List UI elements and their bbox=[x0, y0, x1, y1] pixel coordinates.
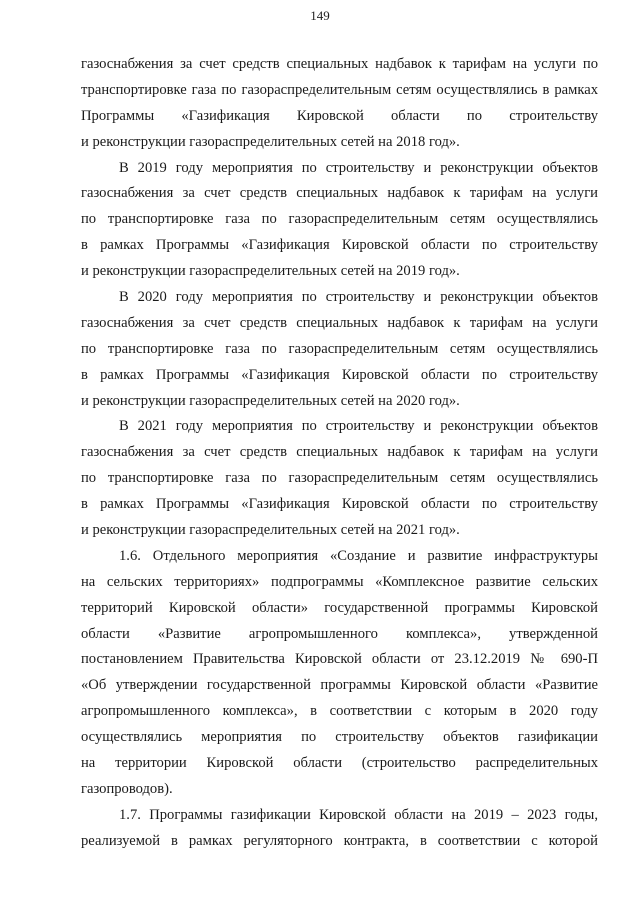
text-line: газоснабжения за счет средств специальных надбавок к тарифам на услуги bbox=[81, 444, 598, 461]
text-line: 1.7. Программы газификации Кировской области на 2019 – 2023 годы, bbox=[119, 806, 598, 823]
text-line: осуществлялись мероприятия по строительству объектов газификации bbox=[81, 729, 598, 746]
text-line: постановлением Правительства Кировской области от 23.12.2019 № 690-П bbox=[81, 651, 598, 668]
paragraph bbox=[81, 544, 598, 803]
paragraph bbox=[81, 414, 598, 543]
text-line: газоснабжения за счет средств специальных надбавок к тарифам на услуги bbox=[81, 314, 598, 331]
text-line: В 2019 году мероприятия по строительству и реконструкции объектов bbox=[119, 159, 598, 176]
text-line: В 2020 году мероприятия по строительству и реконструкции объектов bbox=[119, 289, 598, 306]
text-line: 1.6. Отдельного мероприятия «Создание и развитие инфраструктуры bbox=[119, 547, 598, 564]
page-number: 149 bbox=[310, 8, 330, 23]
text-line: газоснабжения за счет средств специальных надбавок к тарифам на услуги по bbox=[81, 56, 598, 72]
text-line: территорий Кировской области» государственной программы Кировской bbox=[81, 599, 598, 616]
text-line: на территории Кировской области (строительство распределительных bbox=[81, 755, 598, 772]
text-line: в рамках Программы «Газификация Кировской области по строительству bbox=[81, 237, 598, 254]
text-line: реализуемой в рамках регуляторного контракта, в соответствии с которой bbox=[81, 832, 598, 849]
paragraph bbox=[81, 156, 598, 285]
text-line: и реконструкции газораспределительных сетей на 2021 год». bbox=[81, 522, 460, 539]
paragraph bbox=[81, 803, 598, 855]
paragraph bbox=[81, 285, 598, 414]
text-line: в рамках Программы «Газификация Кировской области по строительству bbox=[81, 496, 598, 513]
text-line: на сельских территориях» подпрограммы «Комплексное развитие сельских bbox=[81, 573, 598, 590]
text-line: «Об утверждении государственной программы Кировской области «Развитие bbox=[81, 677, 598, 694]
text-line: Программы «Газификация Кировской области по строительству bbox=[81, 107, 598, 124]
text-line: по транспортировке газа по газораспределительным сетям осуществлялись bbox=[81, 470, 598, 487]
text-line: в рамках Программы «Газификация Кировской области по строительству bbox=[81, 366, 598, 383]
text-line: транспортировке газа по газораспределительным сетям осуществлялись в рамках bbox=[81, 81, 598, 98]
text-line: по транспортировке газа по газораспределительным сетям осуществлялись bbox=[81, 340, 598, 357]
paragraph bbox=[81, 52, 598, 156]
text-line: В 2021 году мероприятия по строительству и реконструкции объектов bbox=[119, 418, 598, 435]
text-line: области «Развитие агропромышленного комплекса», утвержденной bbox=[81, 625, 598, 642]
text-line: газоснабжения за счет средств специальных надбавок к тарифам на услуги bbox=[81, 185, 598, 202]
text-line: и реконструкции газораспределительных сетей на 2019 год». bbox=[81, 263, 460, 280]
text-line: и реконструкции газораспределительных сетей на 2020 год». bbox=[81, 392, 460, 409]
text-line: агропромышленного комплекса», в соответствии с которым в 2020 году bbox=[81, 703, 598, 720]
text-line: по транспортировке газа по газораспределительным сетям осуществлялись bbox=[81, 211, 598, 228]
text-line: газопроводов). bbox=[81, 780, 173, 797]
document-body bbox=[81, 52, 598, 855]
text-line: и реконструкции газораспределительных сетей на 2018 год». bbox=[81, 133, 460, 150]
